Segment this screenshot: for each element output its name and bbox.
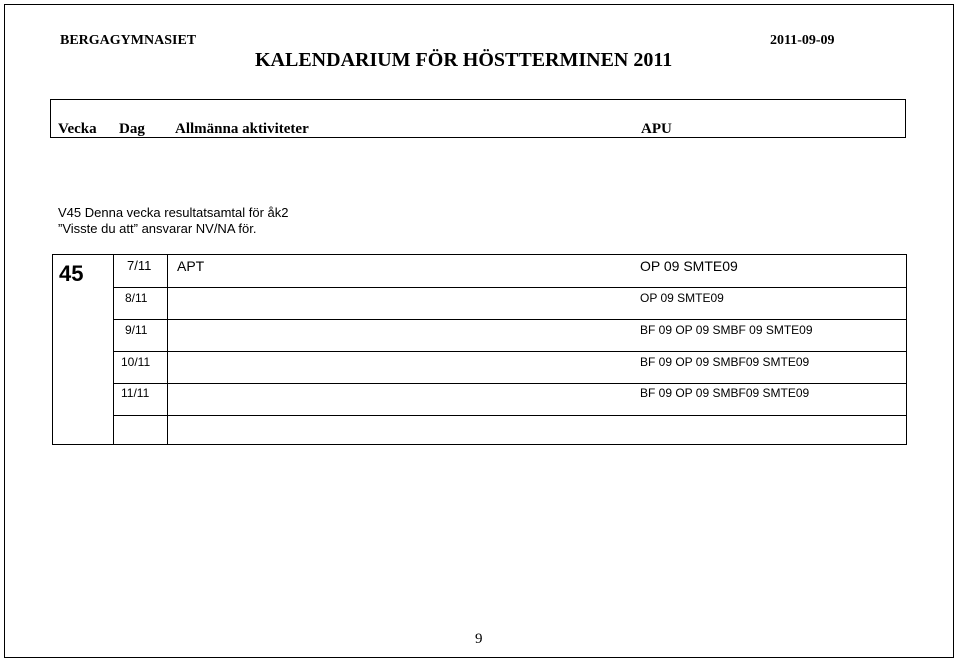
page-number: 9 [475, 631, 483, 647]
day-cell: 10/11 [121, 355, 151, 369]
week-table [52, 254, 907, 445]
column-header-apu: APU [641, 121, 672, 137]
row-divider [113, 383, 906, 384]
apu-cell: OP 09 SMTE09 [640, 258, 738, 274]
apu-cell: BF 09 OP 09 SMBF 09 SMTE09 [640, 323, 813, 337]
apu-cell: OP 09 SMTE09 [640, 291, 724, 305]
row-divider [113, 351, 906, 352]
row-divider [113, 415, 906, 416]
page-title: KALENDARIUM FÖR HÖSTTERMINEN 2011 [255, 49, 673, 71]
row-divider [113, 287, 906, 288]
day-cell: 9/11 [125, 323, 148, 337]
column-header-activities: Allmänna aktiviteter [175, 121, 309, 137]
row-divider [113, 319, 906, 320]
day-cell: 7/11 [127, 258, 152, 273]
apu-cell: BF 09 OP 09 SMBF09 SMTE09 [640, 355, 810, 369]
week-note-2: ”Visste du att” ansvarar NV/NA för. [58, 221, 257, 236]
document-date: 2011-09-09 [770, 33, 835, 48]
activity-cell: APT [177, 258, 205, 274]
apu-cell: BF 09 OP 09 SMBF09 SMTE09 [640, 386, 810, 400]
week-note-1: V45 Denna vecka resultatsamtal för åk2 [58, 205, 289, 220]
week-number: 45 [59, 261, 84, 286]
column-header-row [50, 99, 906, 138]
column-header-vecka: Vecka [58, 121, 97, 137]
day-cell: 11/11 [121, 386, 150, 400]
school-name: BERGAGYMNASIET [60, 33, 197, 48]
column-header-dag: Dag [119, 121, 145, 137]
day-cell: 8/11 [125, 291, 148, 305]
